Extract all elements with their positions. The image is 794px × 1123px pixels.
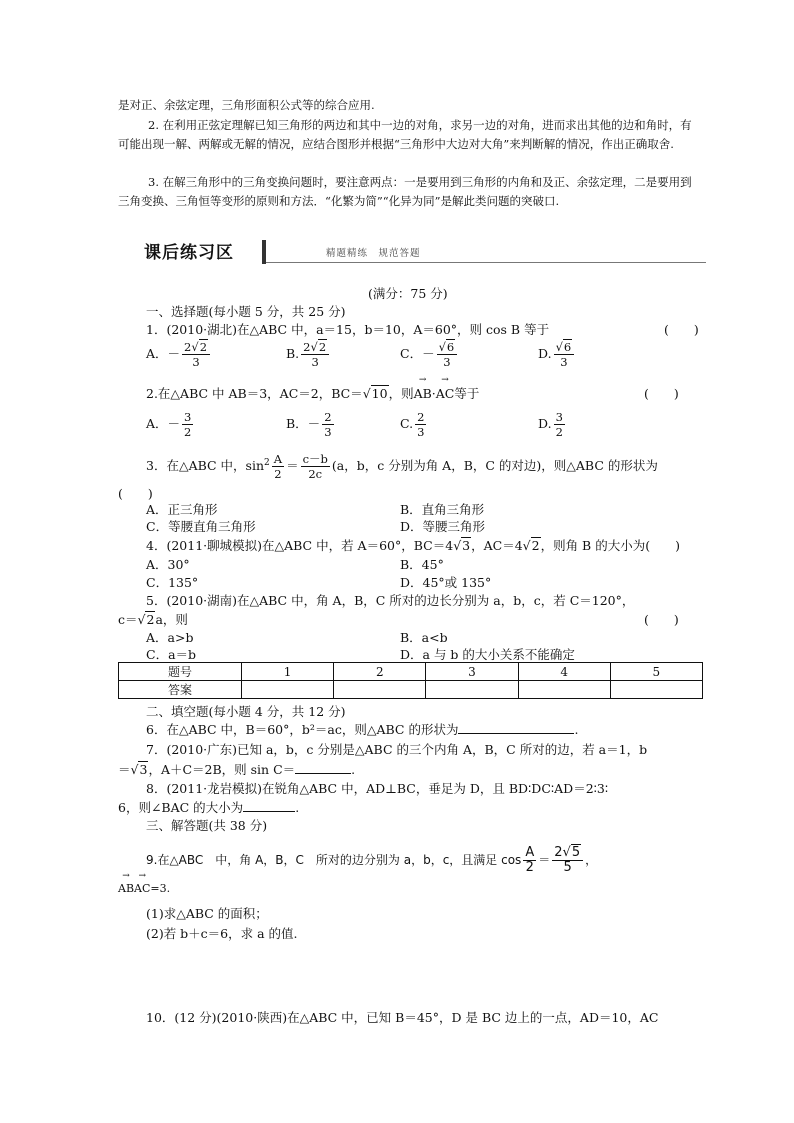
- question-3-option-b: B．直角三角形: [400, 502, 485, 517]
- answer-cell-1[interactable]: [242, 681, 334, 699]
- question-6: 6．在△ABC 中，B＝60°，b²＝ac，则△ABC 的形状为 .: [146, 722, 579, 737]
- answer-cell-2[interactable]: [334, 681, 426, 699]
- question-2-stem: 2.在△ABC 中 AB＝3，AC＝2，BC＝√10，则→ AB·→ AC等于: [146, 384, 479, 402]
- section-fill-heading: 二、填空题(每小题 4 分，共 12 分): [146, 704, 346, 719]
- question-9-condition: → AB→ AC=3.: [118, 882, 170, 895]
- answer-table: [118, 662, 703, 699]
- table-cell-1: 1: [242, 663, 334, 681]
- question-7-line-2: ＝√3，A＋C＝2B，则 sin C＝ .: [118, 762, 356, 777]
- question-5-option-c: C．a＝b: [146, 647, 197, 662]
- answer-table-answer-row: [119, 681, 703, 699]
- score-total: (满分：75 分): [368, 286, 448, 301]
- question-1-option-d: D. $\frac{√6}{3}$: [538, 340, 576, 369]
- question-5-option-d: D．a 与 b 的大小关系不能确定: [400, 647, 575, 662]
- answer-table-header-row: [119, 663, 703, 681]
- question-3-paren: ( ): [118, 486, 153, 501]
- question-7-blank[interactable]: [295, 761, 351, 774]
- question-4-option-c: C．135°: [146, 575, 199, 590]
- question-1-stem: 1．(2010·湖北)在△ABC 中，a＝15，b＝10，A＝60°，则 cos B 等于: [146, 322, 550, 337]
- question-1-paren: ( ): [664, 322, 699, 337]
- question-2-option-d: D. $\frac{3}{2}$: [538, 410, 563, 439]
- banner-rule: [266, 262, 706, 263]
- question-7-line-1: 7．(2010·广东)已知 a，b，c 分别是△ABC 的三个内角 A，B，C 所对的边，若 a＝1，b: [146, 742, 648, 757]
- table-cell-answer-label: 答案: [119, 681, 242, 699]
- question-10-stem: 10．(12 分)(2010·陕西)在△ABC 中，已知 B＝45°，D 是 BC 边上的一点，AD＝10，AC: [146, 1010, 659, 1025]
- table-cell-2: 2: [334, 663, 426, 681]
- banner-divider: [262, 240, 266, 264]
- note-item-3: 3. 在解三角形中的三角变换问题时，要注意两点：一是要用到三角形的内角和及正、余弦定理，二是要用到三角变换、三角恒等变形的原则和方法．“化繁为简”“化异为同”是解此类问题的突破口.: [118, 175, 692, 208]
- question-2-option-c: C. $\frac{2}{3}$: [400, 410, 425, 439]
- question-1-option-c: C．－ $\frac{√6}{3}$: [400, 340, 459, 369]
- question-9-part-2: (2)若 b＋c＝6，求 a 的值.: [146, 926, 298, 941]
- question-3-option-c: C．等腰直角三角形: [146, 519, 256, 534]
- question-4-option-a: A．30°: [146, 557, 190, 572]
- table-cell-label: 题号: [119, 663, 242, 681]
- section-choice-heading: 一、选择题(每小题 5 分，共 25 分): [146, 304, 346, 319]
- question-9-stem: 9.在△ABC 中，角 A，B，C 所对的边分别为 a，b，c，且满足 cos $\frac{A}{2}$ ＝ $\frac{2√5}{5}$ ，: [146, 845, 598, 875]
- answer-cell-3[interactable]: [426, 681, 518, 699]
- note-item-2: 2. 在利用正弦定理解已知三角形的两边和其中一边的对角，求另一边的对角，进而求出其他的边和角时，有可能出现一解、两解或无解的情况，应结合图形并根据“三角形中大边对大角”来判断解的情况，作出正确取舍.: [118, 118, 692, 151]
- question-5-stem-cont: c＝√2a，则: [118, 612, 188, 627]
- question-5-stem: 5．(2010·湖南)在△ABC 中，角 A，B，C 所对的边长分别为 a，b，c，若 C＝120°，: [146, 593, 635, 608]
- table-cell-4: 4: [518, 663, 610, 681]
- question-9-part-1: (1)求△ABC 的面积；: [146, 906, 268, 921]
- question-8-blank[interactable]: [243, 799, 295, 812]
- question-6-blank[interactable]: [458, 721, 574, 734]
- question-8-line-2: 6，则∠BAC 的大小为 .: [118, 800, 300, 815]
- question-3-stem: 3．在△ABC 中，$\sin^2$ $\frac{A}{2}$ ＝ $\frac{c-b}{2c}$ (a，b，c 分别为角 A，B，C 的对边)，则△ABC 的形状为: [146, 452, 658, 481]
- question-8-line-1: 8．(2011·龙岩模拟)在锐角△ABC 中，AD⊥BC，垂足为 D，且 BD∶DC∶AD＝2∶3∶: [146, 781, 609, 796]
- question-4-option-b: B．45°: [400, 557, 444, 572]
- section-solve-heading: 三、解答题(共 38 分): [146, 818, 268, 833]
- question-2-option-a: A．－ $\frac{3}{2}$: [146, 410, 192, 439]
- question-5-option-a: A．a>b: [146, 630, 194, 645]
- question-5-option-b: B．a<b: [400, 630, 448, 645]
- question-5-paren: ( ): [644, 612, 679, 627]
- question-2-paren: ( ): [644, 386, 679, 401]
- question-1-option-b: B. $\frac{2√2}{3}$: [286, 340, 331, 369]
- answer-cell-5[interactable]: [610, 681, 702, 699]
- table-cell-3: 3: [426, 663, 518, 681]
- question-3-option-a: A．正三角形: [146, 502, 218, 517]
- note-line-1: 是对正、余弦定理，三角形面积公式等的综合应用.: [118, 98, 375, 112]
- section-banner-subtitle: 精题精练 规范答题: [326, 248, 421, 259]
- question-1-option-a: A．－ $\frac{2√2}{3}$: [146, 340, 212, 369]
- answer-cell-4[interactable]: [518, 681, 610, 699]
- table-cell-5: 5: [610, 663, 702, 681]
- question-4-stem: 4．(2011·聊城模拟)在△ABC 中，若 A＝60°，BC＝4√3，AC＝4√2，则角 B 的大小为( ): [146, 538, 680, 553]
- question-4-option-d: D．45°或 135°: [400, 575, 492, 590]
- section-banner-title: 课后练习区: [144, 242, 264, 264]
- question-3-option-d: D．等腰三角形: [400, 519, 486, 534]
- question-2-option-b: B．－ $\frac{2}{3}$: [286, 410, 332, 439]
